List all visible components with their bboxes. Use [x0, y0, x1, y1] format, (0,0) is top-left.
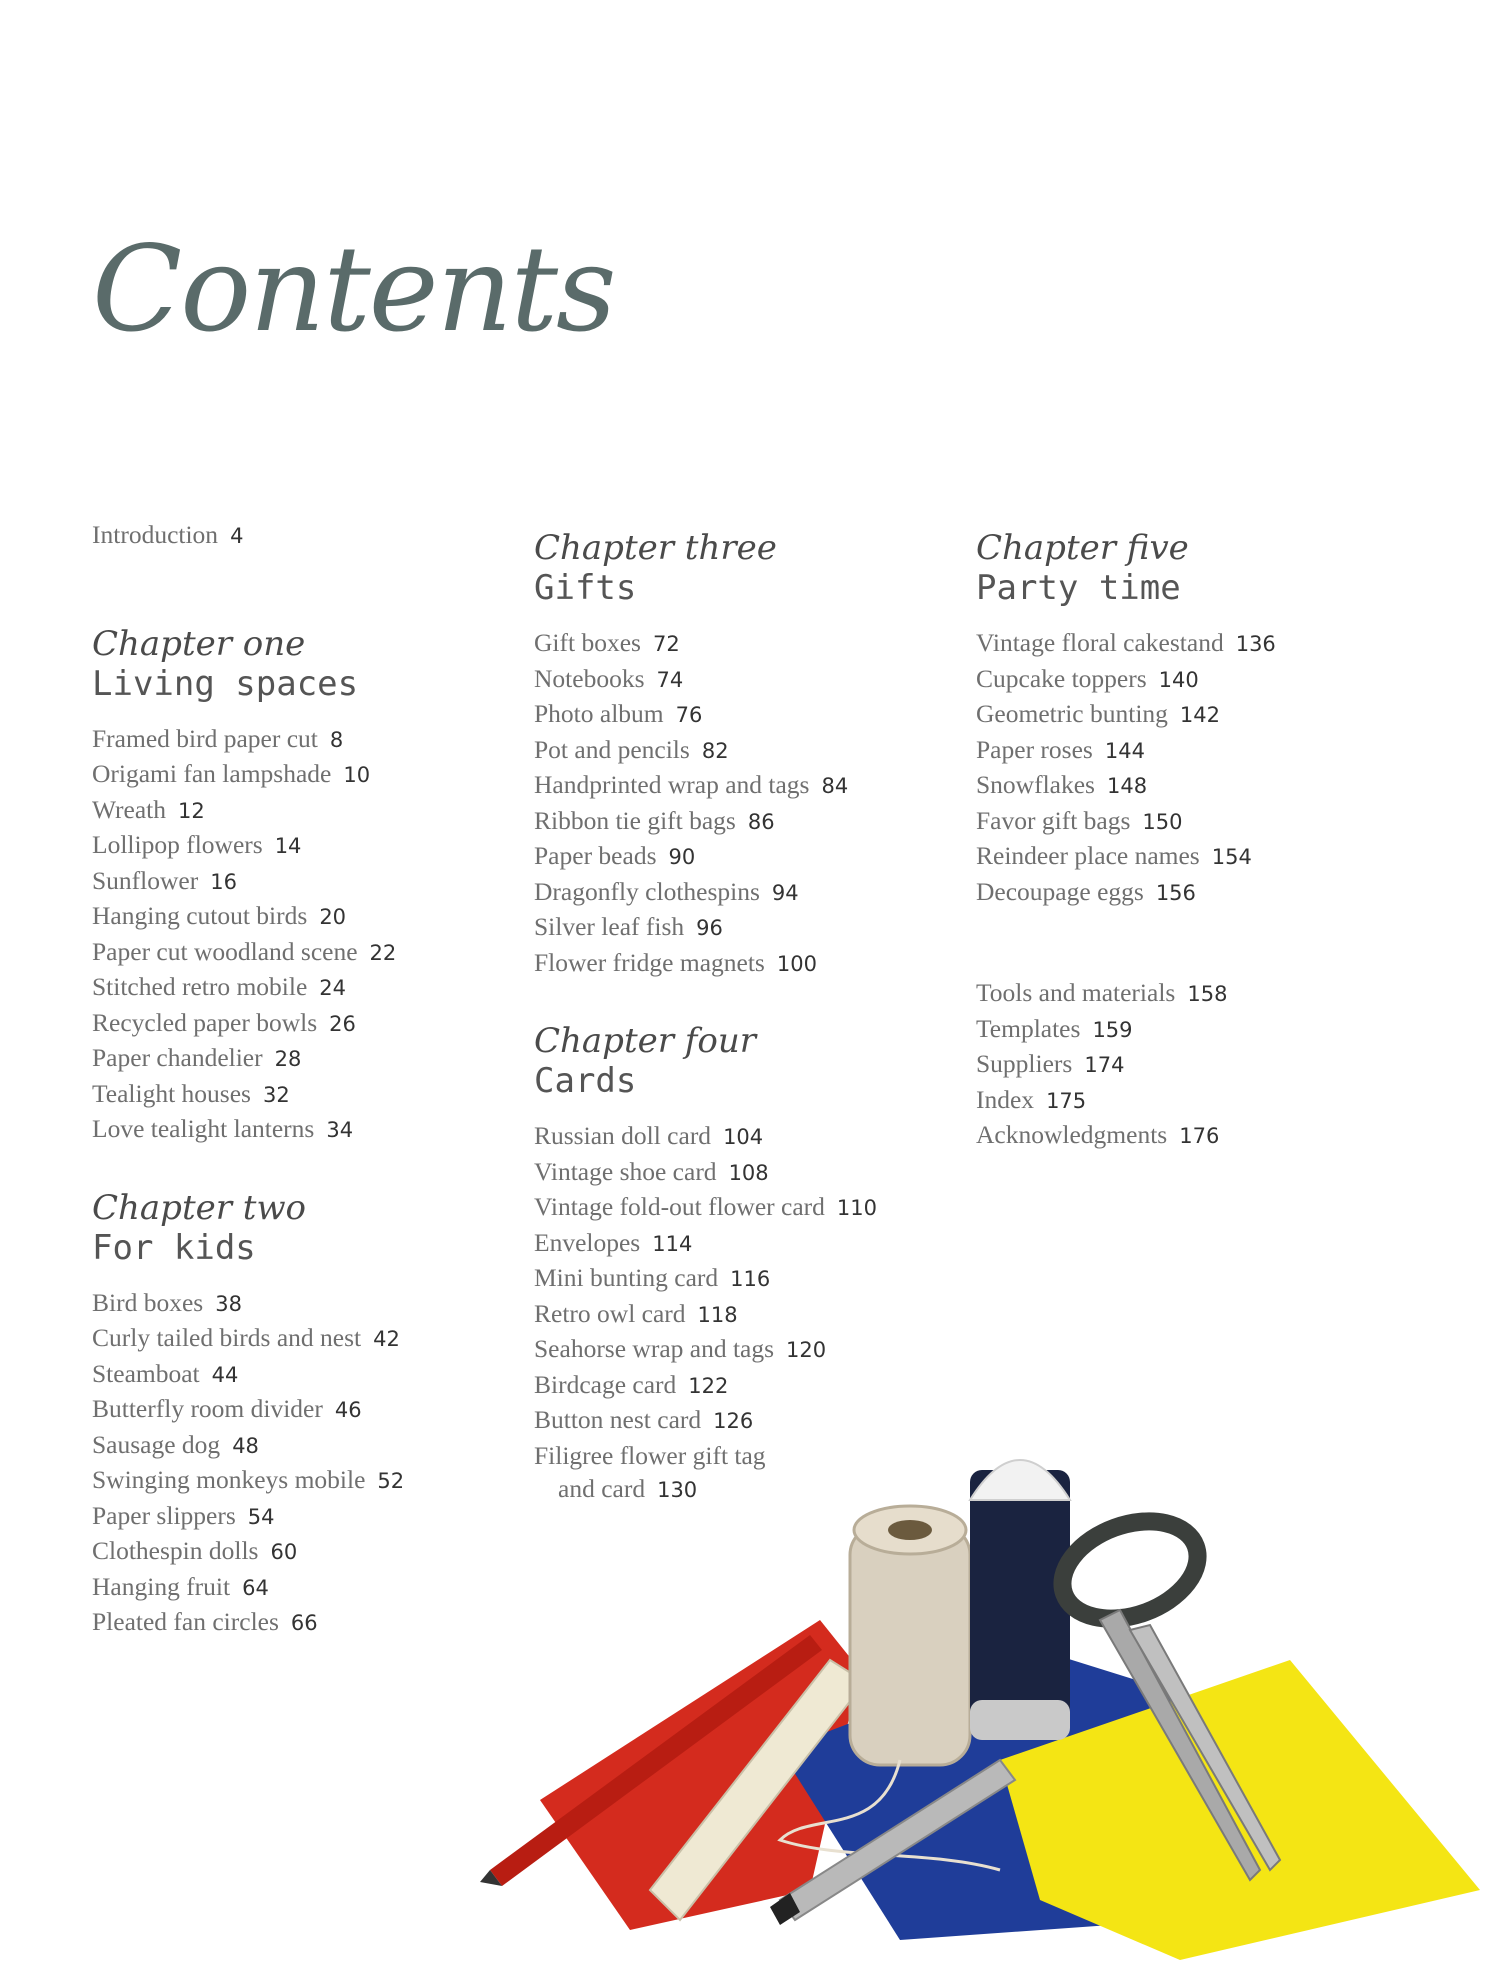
- toc-entry[interactable]: [976, 1047, 1276, 1083]
- entry-title: Love tealight lanterns: [92, 1114, 315, 1143]
- toc-entry[interactable]: [976, 626, 1276, 662]
- toc-entry[interactable]: [92, 935, 404, 971]
- entry-page: 84: [821, 774, 849, 798]
- chapter-title: For kids: [92, 1227, 256, 1268]
- entry-page: 16: [210, 869, 237, 894]
- entry-title: Dragonfly clothespins: [534, 876, 760, 906]
- toc-entry[interactable]: [92, 864, 404, 900]
- entry-title: Recycled paper bowls: [92, 1007, 318, 1037]
- entry-title: Introduction: [92, 520, 219, 549]
- toc-entry[interactable]: [534, 1261, 877, 1297]
- entry-title: Vintage floral cakestand: [976, 628, 1224, 657]
- contents-column-3: [976, 528, 1276, 1154]
- toc-entry[interactable]: [534, 768, 877, 804]
- toc-entry[interactable]: [976, 733, 1276, 769]
- entry-title: Favor gift bags: [976, 805, 1131, 835]
- entry-page: 148: [1106, 774, 1148, 798]
- entry-page: 94: [771, 880, 799, 905]
- chapter-one-section: [92, 624, 404, 1148]
- toc-entry[interactable]: [534, 839, 877, 875]
- toc-entry[interactable]: [534, 733, 877, 769]
- toc-entry[interactable]: [92, 1463, 404, 1499]
- entry-page: 74: [656, 667, 684, 692]
- toc-entry[interactable]: [92, 1392, 404, 1428]
- entry-title: Paper beads: [534, 841, 657, 870]
- entry-page: 14: [274, 834, 302, 858]
- entry-page: 110: [836, 1196, 877, 1220]
- entry-page: 158: [1187, 982, 1228, 1006]
- entry-title: Paper cut woodland scene: [92, 936, 358, 966]
- page-title: Contents: [92, 220, 615, 358]
- entry-page: 72: [652, 632, 680, 656]
- back-matter-section: [976, 976, 1276, 1154]
- entry-title: Birdcage card: [534, 1369, 677, 1399]
- chapter-five-section: [976, 528, 1276, 910]
- toc-entry[interactable]: [92, 793, 404, 829]
- entry-title: Button nest card: [534, 1405, 702, 1434]
- entry-title: Flower fridge magnets: [534, 947, 765, 977]
- entry-title: Origami fan lampshade: [92, 759, 332, 788]
- chapter-label: Chapter four: [534, 1021, 756, 1061]
- entry-title: Bird boxes: [92, 1287, 204, 1317]
- toc-entry[interactable]: [976, 839, 1276, 875]
- toc-entry[interactable]: [534, 1190, 877, 1226]
- toc-entry[interactable]: [976, 697, 1276, 733]
- entry-page: 86: [747, 809, 775, 834]
- entry-title: Pot and pencils: [534, 734, 690, 764]
- toc-entry[interactable]: [534, 1226, 877, 1262]
- entry-title: Paper chandelier: [92, 1043, 263, 1072]
- entry-page: 54: [247, 1504, 275, 1529]
- toc-entry[interactable]: [534, 626, 877, 662]
- entry-page: 96: [696, 916, 723, 940]
- entry-title: Suppliers: [976, 1049, 1073, 1078]
- entry-page: 4: [230, 524, 244, 548]
- entry-title: Decoupage eggs: [976, 876, 1144, 906]
- toc-entry[interactable]: [92, 1321, 404, 1357]
- entry-page: 104: [723, 1125, 764, 1149]
- contents-column-2: [534, 528, 877, 1508]
- toc-entry[interactable]: [92, 1570, 404, 1606]
- toc-entry[interactable]: [92, 899, 404, 935]
- toc-entry[interactable]: [92, 1077, 404, 1113]
- entry-title: Tools and materials: [976, 978, 1176, 1007]
- entry-title: Wreath: [92, 794, 167, 824]
- chapter-title: Party time: [976, 568, 1181, 608]
- toc-entry[interactable]: [92, 828, 404, 864]
- entry-title: Paper slippers: [92, 1500, 236, 1530]
- entry-page: 154: [1211, 845, 1252, 869]
- entry-title: Reindeer place names: [976, 841, 1200, 870]
- toc-entry[interactable]: [92, 1428, 404, 1464]
- entry-page: 108: [728, 1160, 769, 1185]
- toc-entry[interactable]: [92, 1605, 404, 1641]
- entry-page: 48: [232, 1433, 259, 1458]
- toc-entry[interactable]: [534, 697, 877, 733]
- entry-page: 126: [713, 1409, 754, 1433]
- toc-entry[interactable]: [976, 976, 1276, 1012]
- toc-entry[interactable]: [534, 1119, 877, 1155]
- entry-page: 150: [1142, 809, 1183, 834]
- toc-entry[interactable]: [534, 875, 877, 911]
- entry-title: Framed bird paper cut: [92, 723, 318, 753]
- entry-page: 142: [1179, 703, 1221, 727]
- toc-entry[interactable]: [92, 1499, 404, 1535]
- entry-title: Sausage dog: [92, 1429, 221, 1459]
- entry-title: Hanging fruit: [92, 1571, 231, 1601]
- entry-page: 10: [343, 763, 371, 787]
- entry-page: 22: [369, 940, 397, 965]
- toc-entry-introduction[interactable]: [92, 518, 404, 554]
- entry-title: Lollipop flowers: [92, 830, 263, 859]
- entry-title: and card: [558, 1474, 646, 1503]
- entry-page: 174: [1084, 1053, 1125, 1077]
- toc-entry[interactable]: [534, 662, 877, 698]
- chapter-two-section: [92, 1188, 404, 1641]
- entry-page: 42: [373, 1327, 400, 1351]
- entry-title: Photo album: [534, 699, 664, 728]
- entry-page: 66: [290, 1611, 318, 1635]
- entry-page: 32: [262, 1082, 290, 1107]
- entry-title: Swinging monkeys mobile: [92, 1465, 366, 1494]
- toc-entry[interactable]: [976, 1083, 1276, 1119]
- chapter-label: Chapter one: [92, 623, 306, 664]
- toc-entry[interactable]: [976, 768, 1276, 804]
- entry-page: 90: [668, 845, 696, 869]
- chapter-entries: [976, 626, 1276, 910]
- entry-title: Filigree flower gift tag: [534, 1440, 766, 1470]
- entry-title: Envelopes: [534, 1227, 641, 1257]
- chapter-label: Chapter two: [92, 1187, 307, 1228]
- glue-stick: [970, 1460, 1070, 1740]
- entry-page: 144: [1104, 738, 1145, 763]
- entry-title: Silver leaf fish: [534, 912, 685, 941]
- toc-entry[interactable]: [534, 1155, 877, 1191]
- toc-entry[interactable]: [92, 722, 404, 758]
- toc-entry[interactable]: [534, 1297, 877, 1333]
- chapter-entries: [92, 1286, 404, 1641]
- toc-entry[interactable]: [534, 910, 877, 946]
- entry-page: 20: [319, 905, 347, 929]
- entry-page: 114: [652, 1231, 693, 1256]
- chapter-label: Chapter five: [976, 528, 1189, 568]
- entry-title: Pleated fan circles: [92, 1607, 279, 1636]
- entry-title: Snowflakes: [976, 770, 1095, 799]
- entry-page: 122: [688, 1373, 729, 1398]
- toc-entry[interactable]: [92, 757, 404, 793]
- toc-entry[interactable]: [92, 1006, 404, 1042]
- entry-title: Retro owl card: [534, 1298, 686, 1328]
- chapter-label: Chapter three: [534, 528, 777, 568]
- entry-page: 26: [329, 1011, 356, 1036]
- entry-page: 120: [786, 1338, 827, 1362]
- entry-title: Sunflower: [92, 865, 199, 895]
- entry-page: 12: [178, 798, 205, 823]
- toc-entry[interactable]: [92, 1357, 404, 1393]
- entry-title: Paper roses: [976, 734, 1093, 764]
- toc-entry[interactable]: [976, 1012, 1276, 1048]
- chapter-entries: [534, 626, 877, 981]
- entry-title: Handprinted wrap and tags: [534, 770, 810, 799]
- chapter-title: Gifts: [534, 568, 637, 608]
- entry-page: 118: [697, 1302, 738, 1327]
- toc-entry[interactable]: [92, 970, 404, 1006]
- toc-entry[interactable]: [534, 804, 877, 840]
- entry-page: 38: [215, 1291, 242, 1316]
- entry-page: 60: [270, 1540, 298, 1564]
- entry-title: Vintage fold-out flower card: [534, 1192, 825, 1221]
- toc-entry[interactable]: [976, 804, 1276, 840]
- chapter-title: Cards: [534, 1061, 637, 1101]
- chapter-title: Living spaces: [92, 663, 359, 704]
- entry-page: 28: [274, 1047, 302, 1071]
- toc-entry[interactable]: [976, 662, 1276, 698]
- entry-title: Steamboat: [92, 1358, 200, 1388]
- toc-entry[interactable]: [92, 1112, 404, 1148]
- entry-title: Butterfly room divider: [92, 1394, 323, 1423]
- entry-title: Russian doll card: [534, 1121, 712, 1150]
- craft-supplies-illustration: [480, 1420, 1480, 1960]
- entry-page: 34: [326, 1118, 354, 1142]
- entry-page: 64: [242, 1575, 269, 1600]
- contents-column-1: [92, 518, 404, 1641]
- entry-page: 8: [329, 727, 344, 752]
- chapter-three-section: [534, 528, 877, 981]
- entry-title: Curly tailed birds and nest: [92, 1323, 362, 1352]
- entry-page: 100: [776, 951, 817, 976]
- entry-title: Index: [976, 1084, 1035, 1114]
- entry-page: 24: [319, 976, 347, 1000]
- entry-page: 136: [1235, 632, 1276, 656]
- entry-title: Geometric bunting: [976, 699, 1168, 728]
- entry-page: 140: [1158, 667, 1199, 692]
- entry-title: Notebooks: [534, 663, 645, 693]
- entry-title: Hanging cutout birds: [92, 901, 308, 930]
- entry-page: 46: [334, 1398, 362, 1422]
- entry-page: 44: [211, 1362, 239, 1387]
- entry-page: 176: [1179, 1124, 1220, 1148]
- entry-title: Clothespin dolls: [92, 1536, 259, 1565]
- toc-entry[interactable]: [92, 1286, 404, 1322]
- entry-page: 159: [1092, 1017, 1133, 1042]
- entry-page: 156: [1155, 880, 1196, 905]
- toc-entry[interactable]: [976, 1118, 1276, 1154]
- entry-page: 76: [675, 703, 703, 727]
- entry-title: Cupcake toppers: [976, 663, 1147, 693]
- entry-title: Mini bunting card: [534, 1263, 719, 1292]
- entry-page: 175: [1046, 1088, 1087, 1113]
- toc-entry[interactable]: [92, 1534, 404, 1570]
- entry-page: 52: [377, 1469, 405, 1493]
- entry-title: Seahorse wrap and tags: [534, 1334, 775, 1363]
- entry-title: Templates: [976, 1013, 1081, 1043]
- toc-entry[interactable]: [534, 1368, 877, 1404]
- toc-entry[interactable]: [534, 1332, 877, 1368]
- entry-page: 82: [701, 738, 729, 763]
- entry-title: Stitched retro mobile: [92, 972, 308, 1001]
- toc-entry[interactable]: [534, 946, 877, 982]
- entry-page: 130: [657, 1478, 698, 1502]
- toc-entry[interactable]: [976, 875, 1276, 911]
- entry-title: Gift boxes: [534, 628, 641, 657]
- entry-title: Ribbon tie gift bags: [534, 805, 736, 835]
- entry-title: Tealight houses: [92, 1078, 251, 1108]
- entry-page: 116: [730, 1267, 771, 1291]
- entry-title: Vintage shoe card: [534, 1156, 717, 1186]
- entry-title: Acknowledgments: [976, 1120, 1168, 1149]
- chapter-entries: [92, 722, 404, 1148]
- toc-entry[interactable]: [92, 1041, 404, 1077]
